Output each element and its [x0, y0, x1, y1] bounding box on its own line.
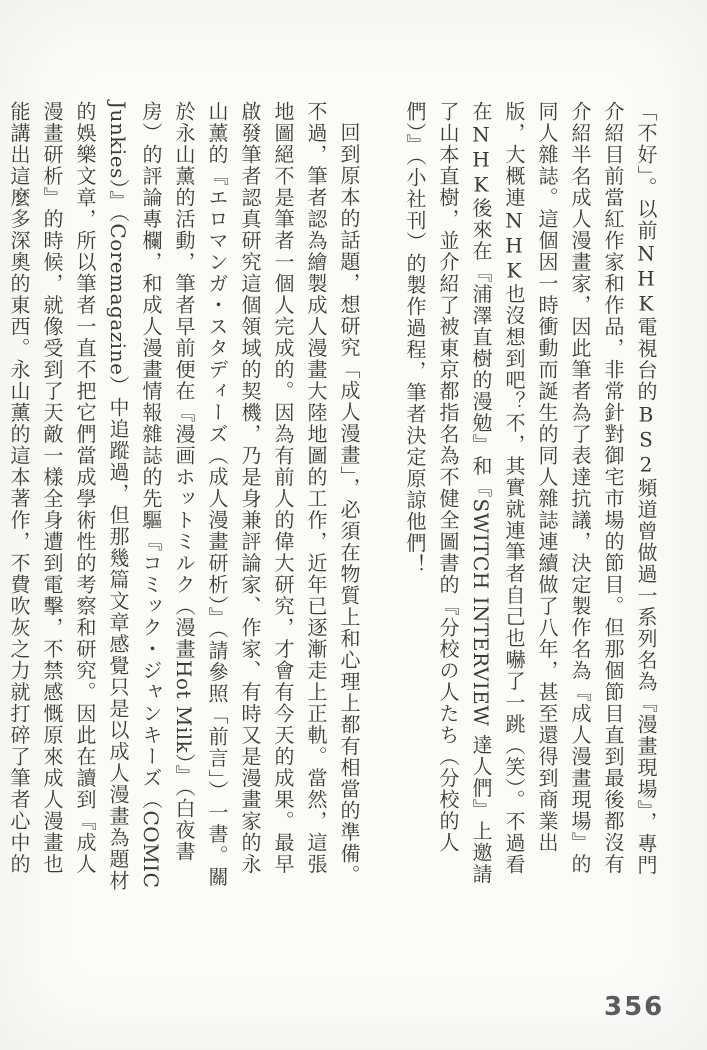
cjk-text: ）中追蹤過，但那幾篇文章感覺只是以成人漫畫為題材的娛樂文章，所以筆者一直不把它們當成學術性的考察和研究。因此在讀到『成人漫畫研析』的時候，就像受到了天敵一樣全身遭到電擊，不禁感慨原來成人漫畫也能講出這麼多深奧的東西。永山薰的這本著作，不費吹灰之力就打碎了筆者心中的 [7, 101, 130, 892]
cjk-text: 達人們』上邀請了山本直樹，並介紹了被東京都指名為不健全圖書的『分校の人たち（分校的人們）』（小社刊）的製作過程，筆者決定原諒他們！ [403, 101, 493, 885]
paragraph-1 [398, 101, 662, 893]
page-text [7, 101, 662, 893]
upright-latin-text: NHK [502, 208, 526, 284]
sideways-latin-text: Hot Milk [172, 660, 196, 754]
upright-latin-text: NHK [469, 122, 493, 198]
cjk-text: 後來在『浦澤直樹的漫勉』和『 [469, 197, 493, 499]
upright-latin-text: NHK [634, 241, 658, 317]
cjk-text: ）』（ [106, 178, 130, 224]
cjk-text: 也沒想到吧？不，其實就連筆者自己也嚇了一跳（笑）。不過看在 [469, 101, 526, 876]
sideways-latin-text: Coremagazine [106, 223, 130, 376]
cjk-text: ）』（白夜書房）的評論專欄，和成人漫畫情報雜誌的先驅『コミック・ジャンキーズ（ [139, 101, 196, 863]
page-number: 356 [604, 992, 665, 1022]
sideways-latin-text: SWITCH INTERVIEW [469, 498, 493, 727]
cjk-text: 電視台的 [634, 316, 658, 403]
cjk-text: 頻道曾做過一系列名為『漫畫現場』，專門介紹目前當紅作家和作品，非常針對御宅市場的節目。但那個節目直到最後都沒有介紹半名成人漫畫家，因此筆者為了表達抗議，決定製作名為『成人漫畫現場』的同人雜誌。這個因一時衝動而誕生的同人雜誌連續做了八年，甚至還得到商業出版，大概連 [502, 101, 658, 876]
cjk-text: 回到原本的話題，想研究「成人漫畫」，必須在物質上和心理上都有相當的準備。不過，筆者認為繪製成人漫畫大陸地圖的工作，近年已逐漸走上正軌。當然，這張地圖絕不是筆者一個人完成的。因為有前人的偉大研究，才會有今天的成果。最早啟發筆者認真研究這個領域的契機，乃是身兼評論家、作家、有時又是漫畫家的永山薰的『エロマンガ・スタディーズ（成人漫畫研析）』（請參照「前言」）一書。關於永山薰的活動，筆者早前便在『漫画ホットミルク（漫畫 [172, 101, 361, 888]
paragraph-2 [0, 101, 365, 893]
upright-latin-text: BS2 [634, 402, 658, 478]
sideways-latin-text: COMIC Junkies [106, 101, 163, 889]
cjk-text: 「不好」。以前 [634, 101, 658, 242]
